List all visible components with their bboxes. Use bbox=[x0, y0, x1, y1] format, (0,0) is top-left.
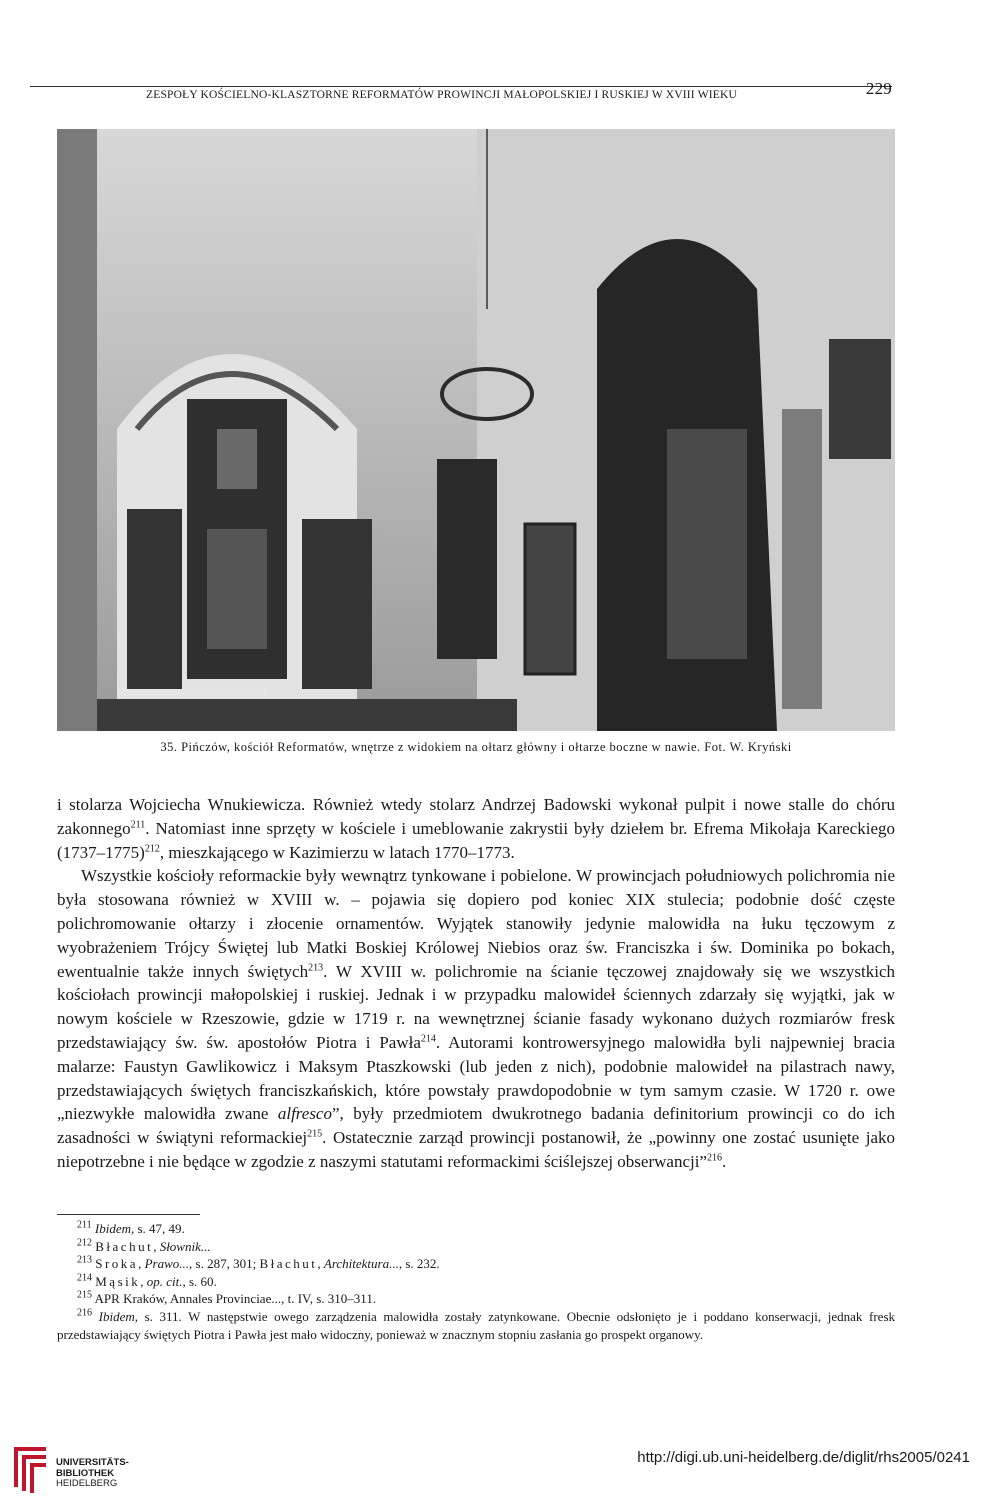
footnote bbox=[57, 1255, 895, 1273]
footnote-number: 215 bbox=[77, 1290, 92, 1302]
footnote bbox=[57, 1290, 895, 1308]
text-run: APR Kraków, Annales Provinciae..., t. IV, s. 310–311. bbox=[94, 1291, 377, 1307]
italic-text: alfresco bbox=[277, 1104, 332, 1124]
source-url-link[interactable]: http://digi.ub.uni-heidelberg.de/diglit/rhs2005/0241 bbox=[637, 1449, 970, 1466]
footnotes bbox=[57, 1220, 895, 1343]
logo-line: HEIDELBERG bbox=[56, 1478, 118, 1489]
author-name: Błachut bbox=[95, 1238, 154, 1254]
footnote-ref: 212 bbox=[144, 842, 160, 854]
text-run: , s. 287, 301; bbox=[189, 1256, 260, 1272]
italic-text: Prawo... bbox=[144, 1256, 190, 1272]
footnote-ref: 211 bbox=[130, 819, 146, 831]
italic-text: Architektura... bbox=[323, 1256, 399, 1272]
author-name: Błachut bbox=[259, 1256, 318, 1272]
footnote-ref: 214 bbox=[420, 1033, 436, 1045]
text-run: i stolarza Wojciecha Wnukiewicza. Również wtedy stolarz Andrzej Badowski wykonał pulpit i nowe stalle do chóru zakonnego bbox=[57, 795, 895, 838]
text-run: , bbox=[138, 1256, 145, 1272]
text-run: . Autorami kontrowersyjnego malowidła byli najpewniej bracia malarze: Faustyn Gawlikowicz i Maksym Ptaszkowski (lub jeden z nich), podobnie malowideł na pilastrach nawy, przedstawiających świętych franciszkańskich, które powstały prawdopodobnie w tym samym czasie. W 1720 r. owe „niezwykłe malowidła zwane bbox=[57, 1032, 895, 1124]
author-name: Mąsik bbox=[95, 1273, 141, 1289]
text-run: , bbox=[140, 1273, 147, 1289]
text-run: , bbox=[153, 1238, 160, 1254]
library-logo-text bbox=[56, 1458, 129, 1490]
italic-text: Słownik... bbox=[159, 1238, 211, 1254]
text-run: . W XVIII w. polichromie na ścianie tęczowej znajdowały się we wszystkich kościołach prowincji małopolskiej i ruskiej. Jednak i w przypadku malowideł ściennych zdarzały się wyjątki, jak w nowym kościele w Rzeszowie, gdzie w 1719 r. na wewnętrznej ścianie fasady wykonano dużych rozmiarów fresk przedstawiający św. św. apostołów Piotra i Pawła bbox=[57, 961, 896, 1052]
author-name: Sroka bbox=[95, 1256, 139, 1272]
text-run: . Natomiast inne sprzęty w kościele i umeblowanie zakrystii były dziełem br. Efrema Mikołaja Kareckiego (1737–1775) bbox=[57, 818, 895, 862]
footnote-number: 216 bbox=[77, 1307, 92, 1319]
body-text bbox=[57, 793, 895, 1174]
text-run: , s. 60. bbox=[182, 1273, 217, 1289]
figure-caption: 35. Pińczów, kościół Reformatów, wnętrze z widokiem na ołtarz główny i ołtarze boczne w nawie. Fot. W. Kryński bbox=[160, 740, 792, 754]
text-run: , s. 47, 49. bbox=[131, 1221, 185, 1236]
text-run: ”, były przedmiotem dwukrotnego badania definitorium prowincji co do ich zasadności w świątyni reformackiej bbox=[57, 1104, 895, 1148]
text-run: , mieszkającego w Kazimierzu w latach 1770–1773. bbox=[159, 842, 515, 862]
footnote-number: 212 bbox=[77, 1237, 92, 1249]
footnote-number: 213 bbox=[77, 1254, 92, 1266]
paragraph bbox=[57, 793, 895, 864]
text-run: . bbox=[721, 1151, 727, 1171]
footnote-ref: 216 bbox=[706, 1152, 722, 1164]
text-run: Wszystkie kościoły reformackie były wewnątrz tynkowane i pobielone. W prowincjach południowych polichromia nie była stosowana również w XVIII w. – pojawia się dopiero pod koniec XIX stulecia; podobnie dość częste polichromowanie ołtarzy i złocenie ornamentów. Wyjątek stanowiły jedynie malowidła na łuku tęczowym z wyobrażeniem Trójcy Świętej lub Matki Boskiej Królowej Niebios oraz św. Franciszka i św. Dominika po bokach, ewentualnie także innych świętych bbox=[57, 866, 895, 981]
church-interior-photo bbox=[57, 129, 895, 731]
logo-line: BIBLIOTHEK bbox=[56, 1467, 115, 1479]
footnote-number: 211 bbox=[77, 1219, 92, 1231]
page-number: 229 bbox=[865, 79, 892, 98]
footnote-ref: 215 bbox=[307, 1128, 323, 1140]
italic-text: op. cit. bbox=[146, 1273, 183, 1289]
logo-line: UNIVERSITÄTS- bbox=[56, 1457, 129, 1468]
italic-text: Ibidem bbox=[98, 1308, 135, 1324]
text-run: . Ostatecznie zarząd prowincji postanowił, że „powinny one zostać usunięte jako niepotrzebne i nie będące w zgodzie z naszymi statutami reformackimi ściślejszej obserwancji” bbox=[57, 1128, 895, 1171]
footnote-number: 214 bbox=[77, 1272, 92, 1284]
running-head-title: ZESPOŁY KOŚCIELNO-KLASZTORNE REFORMATÓW PROWINCJI MAŁOPOLSKIEJ I RUSKIEJ W XVIII WIEKU bbox=[146, 89, 738, 101]
paragraph bbox=[57, 864, 895, 1173]
footnote bbox=[57, 1238, 895, 1256]
footnote-divider bbox=[57, 1214, 200, 1215]
italic-text: Ibidem bbox=[94, 1221, 131, 1236]
text-run: , s. 232. bbox=[398, 1256, 440, 1272]
footnote-ref: 213 bbox=[308, 961, 324, 973]
footnote bbox=[57, 1308, 895, 1343]
footnote bbox=[57, 1220, 895, 1238]
text-run: , bbox=[317, 1256, 324, 1272]
footnote bbox=[57, 1273, 895, 1291]
text-run: , s. 311. W następstwie owego zarządzenia malowidła zostały zatynkowane. Obecnie odsłonięto je i poddano konserwacji, jednak fresk przedstawiający świętych Piotra i Pawła jest mało widoczny, ponieważ w znacznym stopniu zasłania go prospekt organowy. bbox=[57, 1308, 896, 1342]
running-head bbox=[30, 79, 892, 101]
